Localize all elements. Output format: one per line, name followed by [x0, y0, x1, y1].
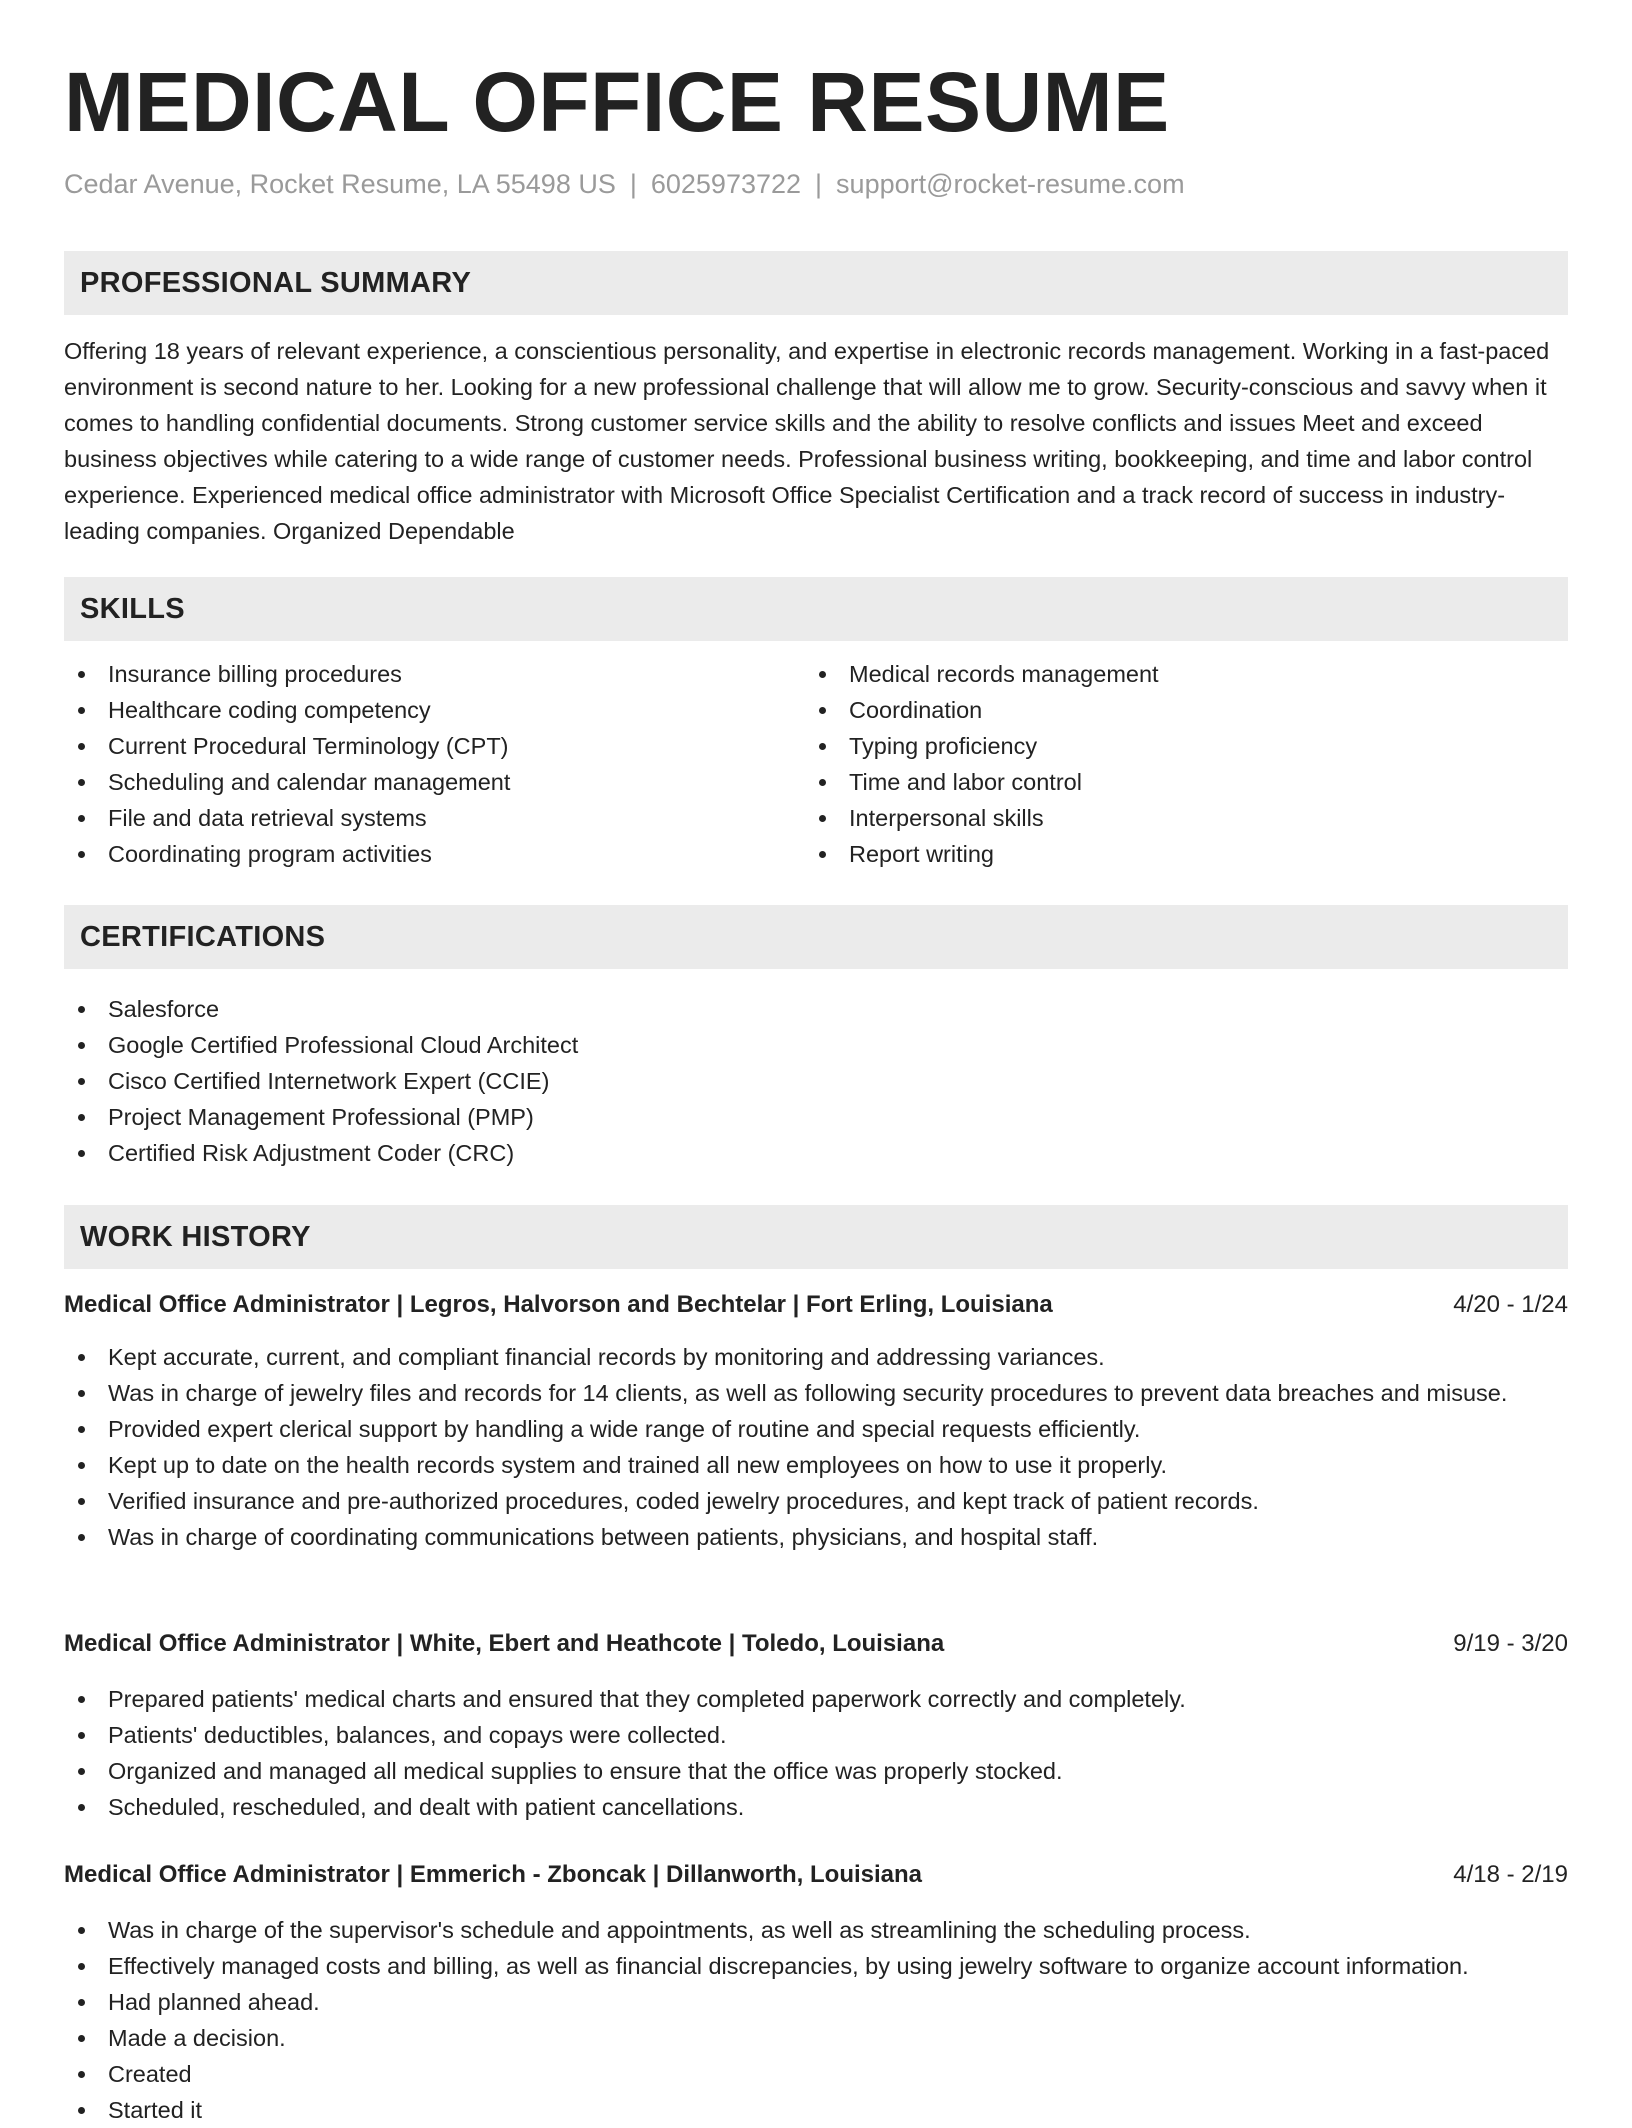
job-bullets — [64, 1912, 1568, 2128]
bullet-icon — [819, 671, 826, 678]
contact-separator: | — [815, 169, 823, 199]
certifications-section-header — [64, 905, 1568, 969]
skill-item: Typing proficiency — [805, 728, 1565, 764]
skill-item: Insurance billing procedures — [64, 656, 784, 692]
bullet-icon — [78, 1006, 85, 1013]
bullet-icon — [78, 1498, 85, 1505]
bullet-icon — [78, 671, 85, 678]
skill-item: Interpersonal skills — [805, 800, 1565, 836]
work-history-title: WORK HISTORY — [80, 1221, 311, 1253]
summary-text: Offering 18 years of relevant experience, a conscientious personality, and expertise in electronic records management. Working in a fast-paced environment is second nature to her. Looking for a new professional challenge that will allow me to grow. Security-conscious and savvy when it comes to handling confidential documents. Strong customer service skills and the ability to resolve conflicts and issues Meet and exceed business objectives while catering to a wide range of customer needs. Professional business writing, bookkeeping, and time and labor control experience. Experienced medical office administrator with Microsoft Office Specialist Certification and a track record of success in industry-leading companies. Organized Dependable — [64, 338, 1550, 544]
bullet-icon — [78, 1804, 85, 1811]
skills-list-left — [64, 656, 784, 872]
skill-item: Current Procedural Terminology (CPT) — [64, 728, 784, 764]
bullet-icon — [819, 815, 826, 822]
bullet-icon — [78, 1114, 85, 1121]
skill-item: Healthcare coding competency — [64, 692, 784, 728]
bullet-icon — [78, 1354, 85, 1361]
job-bullet: Organized and managed all medical supplies to ensure that the office was properly stocked. — [64, 1753, 1568, 1789]
resume-name: MEDICAL OFFICE RESUME — [64, 55, 1170, 149]
job-bullet: Was in charge of the supervisor's schedule and appointments, as well as streamlining the scheduling process. — [64, 1912, 1568, 1948]
bullet-icon — [78, 851, 85, 858]
job-bullet: Made a decision. — [64, 2020, 1568, 2056]
job-dates: 4/18 - 2/19 — [1453, 1861, 1568, 1888]
bullet-icon — [78, 1150, 85, 1157]
job-bullets — [64, 1339, 1568, 1555]
job-bullets — [64, 1681, 1568, 1825]
skill-item: Scheduling and calendar management — [64, 764, 784, 800]
job-bullet: Was in charge of jewelry files and records for 14 clients, as well as following security procedures to prevent data breaches and misuse. — [64, 1375, 1568, 1411]
job-title: Medical Office Administrator | White, Ebert and Heathcote | Toledo, Louisiana — [64, 1630, 945, 1657]
job-bullet: Prepared patients' medical charts and ensured that they completed paperwork correctly and completely. — [64, 1681, 1568, 1717]
job-bullet: Created — [64, 2056, 1568, 2092]
certifications-title: CERTIFICATIONS — [80, 921, 326, 953]
bullet-icon — [78, 1390, 85, 1397]
job-bullet: Kept accurate, current, and compliant financial records by monitoring and addressing variances. — [64, 1339, 1568, 1375]
contact-line — [64, 166, 1185, 202]
contact-address: Cedar Avenue, Rocket Resume, LA 55498 US — [64, 169, 616, 199]
job-bullet: Started it — [64, 2092, 1568, 2128]
summary-section-header — [64, 251, 1568, 315]
job-title: Medical Office Administrator | Emmerich - Zboncak | Dillanworth, Louisiana — [64, 1861, 923, 1888]
bullet-icon — [819, 707, 826, 714]
bullet-icon — [78, 1768, 85, 1775]
bullet-icon — [78, 1696, 85, 1703]
skills-title: SKILLS — [80, 593, 185, 625]
summary-title: PROFESSIONAL SUMMARY — [80, 267, 472, 299]
contact-email: support@rocket-resume.com — [836, 169, 1185, 199]
bullet-icon — [78, 1078, 85, 1085]
job-bullet: Had planned ahead. — [64, 1984, 1568, 2020]
bullet-icon — [78, 1042, 85, 1049]
bullet-icon — [78, 1462, 85, 1469]
job-heading — [64, 1626, 1568, 1662]
bullet-icon — [78, 815, 85, 822]
certification-item: Project Management Professional (PMP) — [64, 1099, 1568, 1135]
bullet-icon — [78, 2107, 85, 2114]
bullet-icon — [78, 1426, 85, 1433]
bullet-icon — [78, 1927, 85, 1934]
skill-item: Report writing — [805, 836, 1565, 872]
job-bullet: Was in charge of coordinating communications between patients, physicians, and hospital staff. — [64, 1519, 1568, 1555]
work-history-section-header — [64, 1205, 1568, 1269]
skill-item: Coordinating program activities — [64, 836, 784, 872]
skill-item: Time and labor control — [805, 764, 1565, 800]
bullet-icon — [78, 2071, 85, 2078]
job-heading — [64, 1857, 1568, 1893]
bullet-icon — [78, 707, 85, 714]
bullet-icon — [78, 1963, 85, 1970]
job-bullet: Provided expert clerical support by handling a wide range of routine and special requests efficiently. — [64, 1411, 1568, 1447]
skills-list-right — [805, 656, 1565, 872]
certification-item: Certified Risk Adjustment Coder (CRC) — [64, 1135, 1568, 1171]
skill-item: Medical records management — [805, 656, 1565, 692]
job-dates: 4/20 - 1/24 — [1453, 1291, 1568, 1318]
skill-item: Coordination — [805, 692, 1565, 728]
certifications-list — [64, 991, 1568, 1171]
bullet-icon — [78, 2035, 85, 2042]
job-heading — [64, 1287, 1568, 1323]
certification-item: Google Certified Professional Cloud Architect — [64, 1027, 1568, 1063]
bullet-icon — [78, 743, 85, 750]
job-dates: 9/19 - 3/20 — [1453, 1630, 1568, 1657]
bullet-icon — [819, 851, 826, 858]
job-bullet: Effectively managed costs and billing, as well as financial discrepancies, by using jewelry software to organize account information. — [64, 1948, 1568, 1984]
bullet-icon — [78, 779, 85, 786]
contact-phone: 6025973722 — [650, 169, 802, 199]
job-bullet: Verified insurance and pre-authorized procedures, coded jewelry procedures, and kept track of patient records. — [64, 1483, 1568, 1519]
contact-separator: | — [629, 169, 637, 199]
skill-item: File and data retrieval systems — [64, 800, 784, 836]
job-bullet: Kept up to date on the health records system and trained all new employees on how to use it properly. — [64, 1447, 1568, 1483]
certification-item: Salesforce — [64, 991, 1568, 1027]
bullet-icon — [78, 1732, 85, 1739]
bullet-icon — [819, 743, 826, 750]
skills-section-header — [64, 577, 1568, 641]
bullet-icon — [819, 779, 826, 786]
bullet-icon — [78, 1534, 85, 1541]
job-bullet: Patients' deductibles, balances, and copays were collected. — [64, 1717, 1568, 1753]
job-title: Medical Office Administrator | Legros, Halvorson and Bechtelar | Fort Erling, Louisiana — [64, 1291, 1053, 1318]
certification-item: Cisco Certified Internetwork Expert (CCIE) — [64, 1063, 1568, 1099]
job-bullet: Scheduled, rescheduled, and dealt with patient cancellations. — [64, 1789, 1568, 1825]
bullet-icon — [78, 1999, 85, 2006]
